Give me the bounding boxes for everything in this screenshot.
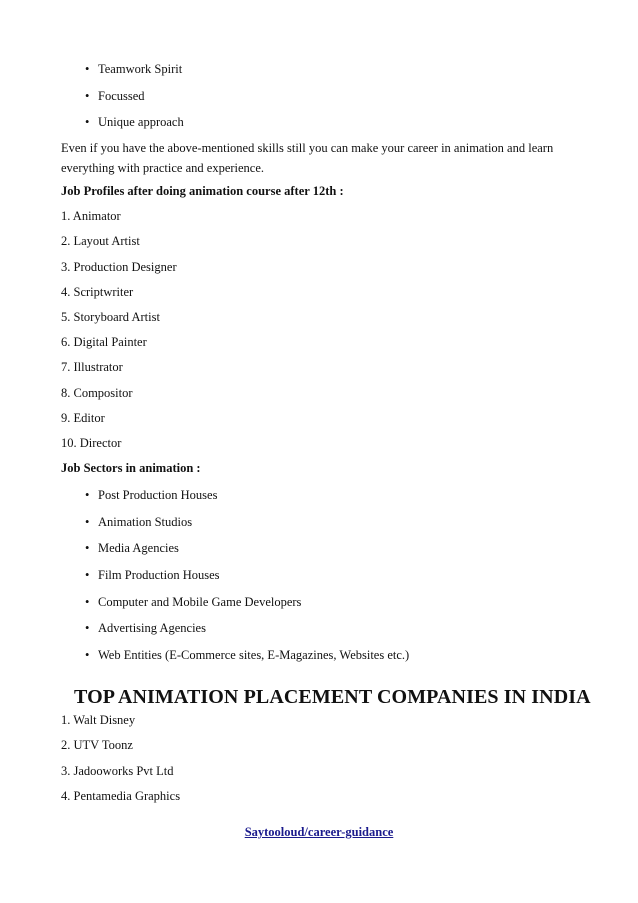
bullet-icon: • [85,621,90,635]
intro-paragraph: Even if you have the above-mentioned skills still you can make your career in animation and learn everything with practice and experience. [61,141,554,175]
bullet-icon: • [85,515,90,529]
list-item: 10. Director [61,436,122,450]
footer-link[interactable]: Saytooloud/career-guidance [244,825,394,839]
list-item: • Computer and Mobile Game Developers [85,595,302,609]
list-item: 3. Production Designer [61,260,177,274]
list-item: 6. Digital Painter [61,335,147,349]
job-profiles-heading: Job Profiles after doing animation course after 12th : [61,184,344,198]
bullet-icon: • [85,62,90,76]
bullet-icon: • [85,89,90,103]
companies-heading: TOP ANIMATION PLACEMENT COMPANIES IN INDIA [74,686,591,708]
bullet-icon: • [85,595,90,609]
list-item: • Unique approach [85,115,184,129]
list-item: • Post Production Houses [85,488,218,502]
job-sectors-heading: Job Sectors in animation : [61,461,201,475]
list-item: • Focussed [85,89,145,103]
list-item: 1. Animator [61,209,121,223]
list-item: • Web Entities (E-Commerce sites, E-Magazines, Websites etc.) [85,648,410,662]
bullet-icon: • [85,488,90,502]
bullet-icon: • [85,115,90,129]
list-item: • Media Agencies [85,541,179,555]
list-item: • Advertising Agencies [85,621,206,635]
bullet-icon: • [85,648,90,662]
list-item: 2. Layout Artist [61,234,140,248]
list-item: 1. Walt Disney [61,713,136,727]
list-item: 8. Compositor [61,386,133,400]
list-item: • Animation Studios [85,515,193,529]
list-item: 3. Jadooworks Pvt Ltd [61,764,174,778]
list-item: • Film Production Houses [85,568,220,582]
list-item: 4. Scriptwriter [61,285,134,299]
bullet-icon: • [85,541,90,555]
list-item: 5. Storyboard Artist [61,310,160,324]
list-item: 4. Pentamedia Graphics [61,789,181,803]
list-item: 2. UTV Toonz [61,738,133,752]
list-item: • Teamwork Spirit [85,62,183,76]
list-item: 7. Illustrator [61,360,123,374]
bullet-icon: • [85,568,90,582]
list-item: 9. Editor [61,411,105,425]
